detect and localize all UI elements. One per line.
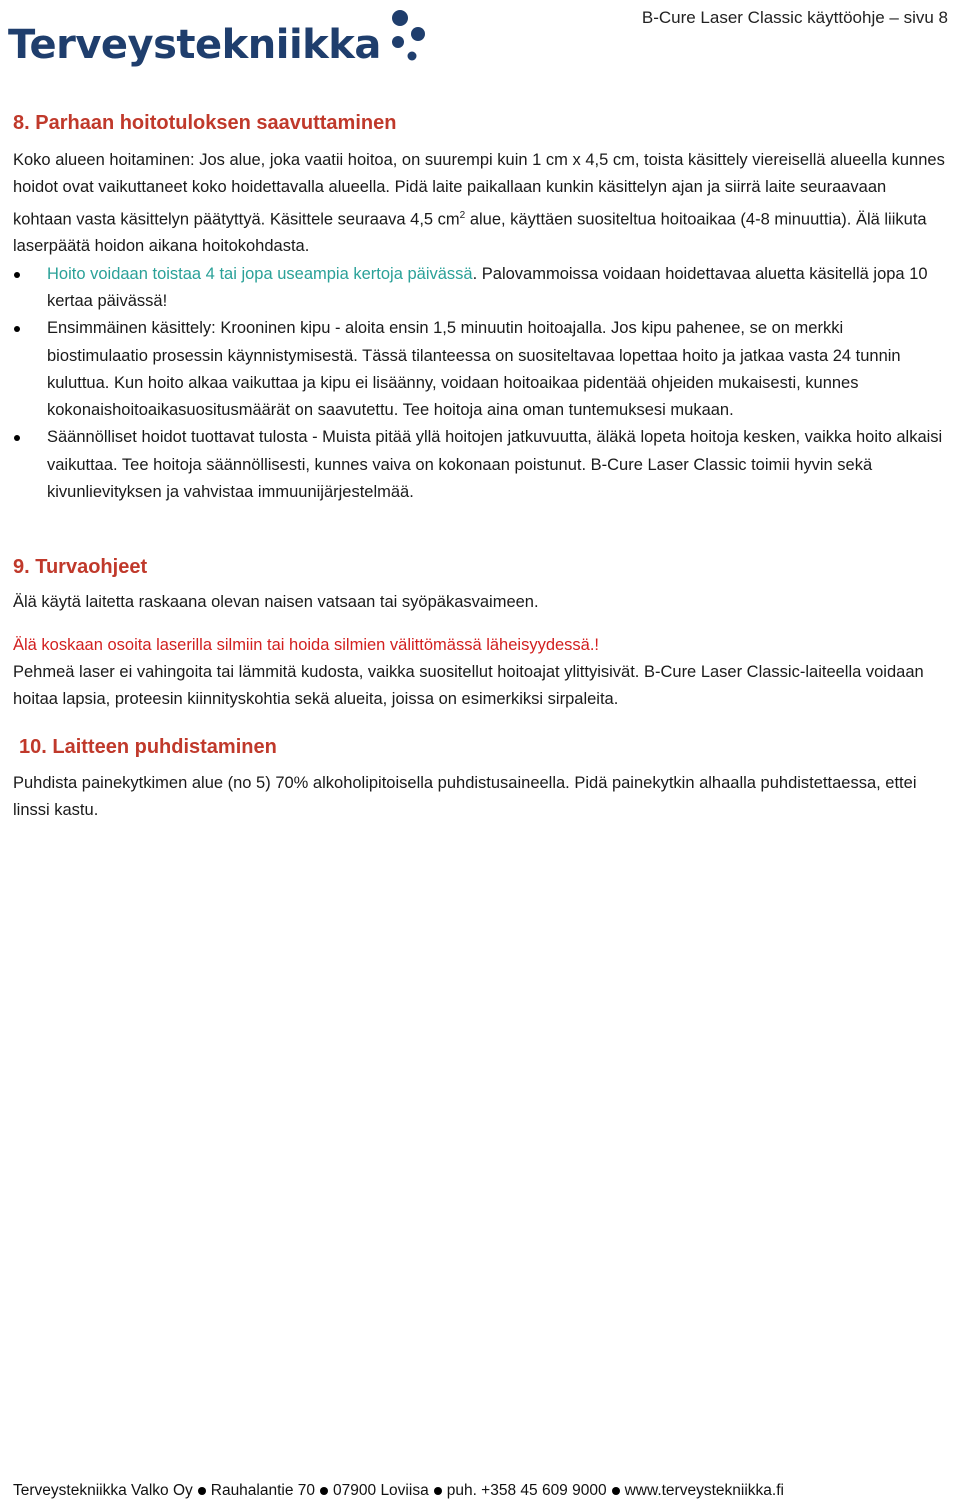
list-item: Säännölliset hoidot tuottavat tulosta - Muista pitää yllä hoitojen jatkuvuutta, äläkä lopeta hoitoja kesken, vaikka hoito alkaisi vaikuttaa. Tee hoitoja säännöllisesti, kunnes vaiva on kokonaan poistunut. B-Cure Laser Classic toimii hyvin sekä kivunlievityksen ja vahvistaa immuunijärjestelmää. xyxy=(13,424,948,506)
bullet-separator-icon xyxy=(198,1487,206,1495)
section-9-warning: Älä koskaan osoita laserilla silmiin tai hoida silmien välittömässä läheisyydessä.! xyxy=(13,635,600,654)
list-item: Hoito voidaan toistaa 4 tai jopa useampia kertoja päivässä. Palovammoissa voidaan hoidettavaa aluetta käsitellä jopa 10 kertaa päivässä! xyxy=(13,261,948,316)
section-8-heading: 8. Parhaan hoitotuloksen saavuttaminen xyxy=(13,112,397,134)
section-9-paragraph-2: Pehmeä laser ei vahingoita tai lämmitä kudosta, vaikka suositellut hoitoajat ylittyisivät. B-Cure Laser Classic-laiteella voidaan hoitaa lapsia, proteesin kiinnityskohtia sekä alueita, joissa on esimerkiksi sirpaleita. xyxy=(13,662,924,709)
footer-website: www.terveystekniikka.fi xyxy=(624,1482,784,1499)
logo-wordmark: Terveystekniikka xyxy=(8,22,381,68)
logo-dots-icon xyxy=(378,8,434,68)
section-8-intro: Koko alueen hoitaminen: Jos alue, joka vaatii hoitoa, on suurempi kuin 1 cm x 4,5 cm, toista käsittely viereisellä alueella kunnes hoidot ovat vaikuttaneet koko hoidettavalla alueella. Pidä laite paikallaan kunkin käsittelyn ajan ja siirrä laite seuraavaan kohtaan vasta käsittelyn päätyttyä. Käsittele seuraava 4,5 $cm^2$ alue, käyttäen suositeltua hoitoaikaa (4-8 minuuttia). Älä liikuta laserpäätä hoidon aikana hoitokohdasta. xyxy=(13,151,945,256)
company-logo xyxy=(8,4,428,76)
bullet-separator-icon xyxy=(434,1487,442,1495)
bullet-separator-icon xyxy=(612,1487,620,1495)
page-content xyxy=(13,112,948,824)
section-9-paragraph: Älä käytä laitetta raskaana olevan naisen vatsaan tai syöpäkasvaimeen. xyxy=(13,593,539,612)
document-title: B-Cure Laser Classic käyttöohje – sivu 8 xyxy=(641,8,948,27)
footer-phone: puh. +358 45 609 9000 xyxy=(446,1482,607,1499)
footer-postal: 07900 Loviisa xyxy=(333,1482,429,1499)
footer-company: Terveystekniikka Valko Oy xyxy=(13,1482,193,1499)
list-item: Ensimmäinen käsittely: Krooninen kipu - aloita ensin 1,5 minuutin hoitoajalla. Jos kipu pahenee, se on merkki biostimulaatio prosessin käynnistymisestä. Tässä tilanteessa on suositeltavaa lopettaa hoito ja jatkaa vasta 24 tunnin kuluttua. Kun hoito alkaa vaikuttaa ja kipu ei lisäänny, voidaan hoitoaikaa pidentää ohjeiden mukaisesti, kunnes kokonaishoitoaikasuositusmäärät on saavutettu. Tee hoitoja aina oman tuntemuksesi mukaan. xyxy=(13,315,948,424)
section-9-heading: 9. Turvaohjeet xyxy=(13,556,148,579)
section-10-heading: 10. Laitteen puhdistaminen xyxy=(19,735,277,758)
page-footer xyxy=(13,1482,784,1500)
section-10-paragraph: Puhdista painekytkimen alue (no 5) 70% alkoholipitoisella puhdistusaineella. Pidä painekytkin alhaalla puhdistettaessa, ettei linssi kastu. xyxy=(13,773,917,819)
footer-address: Rauhalantie 70 xyxy=(210,1482,316,1499)
section-8-bullets xyxy=(13,261,948,507)
bullet-separator-icon xyxy=(320,1487,328,1495)
